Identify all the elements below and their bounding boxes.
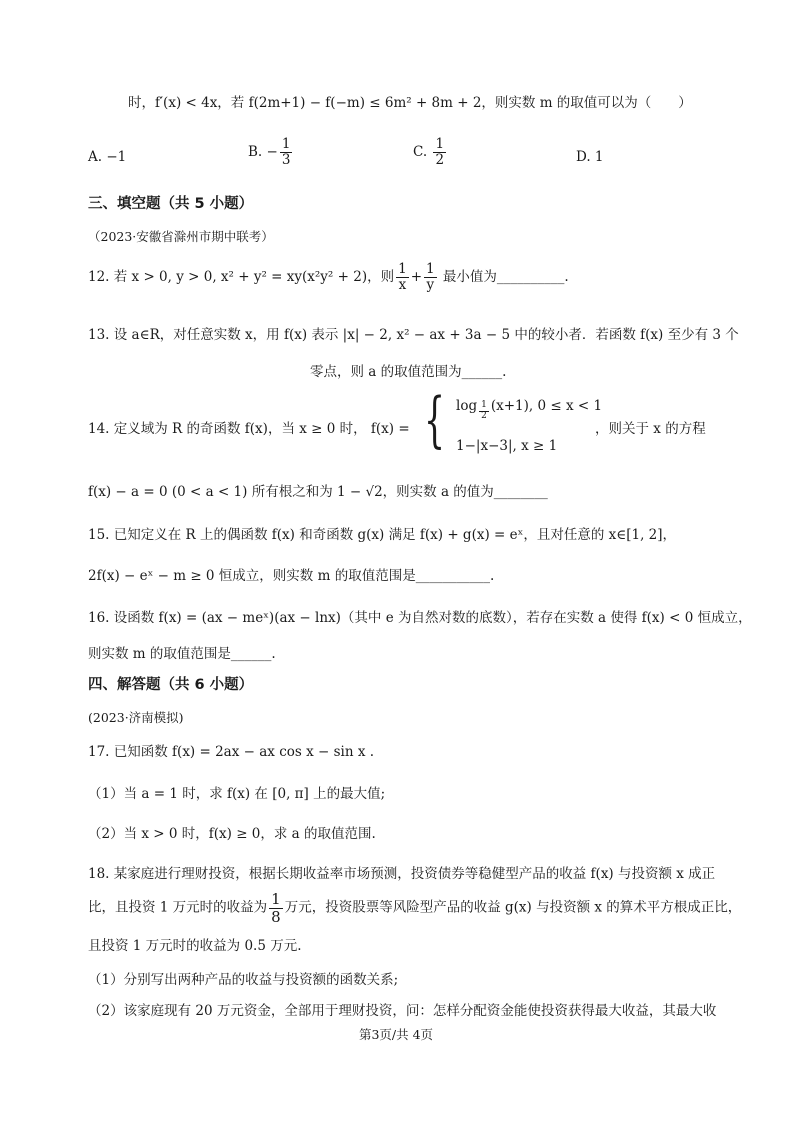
q18-line-2-before: 比，且投资 1 万元时的收益为	[88, 899, 268, 916]
q18-line-3: 且投资 1 万元时的收益为 0.5 万元.	[88, 938, 302, 954]
q12-fraction-1	[396, 262, 409, 293]
fraction-numerator: 1	[398, 261, 407, 277]
q18-line-2-after: 万元，投资股票等风险型产品的收益 g(x) 与投资额 x 的算术平方根成正比，	[284, 899, 742, 916]
q17-stem: 17. 已知函数 f(x) = 2ax − ax cos x − sin x .	[88, 744, 375, 760]
q14-stem: 14. 定义域为 R 的奇函数 f(x)，当 x ≥ 0 时， f(x) =	[88, 421, 410, 437]
fraction-denominator: y	[426, 276, 435, 293]
q13-line-2: 零点，则 a 的取值范围为______.	[310, 364, 507, 380]
q11-option-a: A. −1	[88, 149, 127, 165]
q15-line-1: 15. 已知定义在 R 上的偶函数 f(x) 和奇函数 g(x) 满足 f(x) + g(x) = eˣ，且对任意的 x∈[1, 2]，	[88, 527, 677, 543]
q15-line-2: 2f(x) − eˣ − m ≥ 0 恒成立，则实数 m 的取值范围是___________.	[88, 568, 495, 584]
log-base-fraction	[479, 401, 489, 422]
section4-heading: 四、解答题（共 6 小题）	[88, 677, 254, 693]
option-b-prefix: B. −	[248, 143, 278, 160]
fraction-numerator: 1	[481, 399, 487, 410]
fraction-numerator: 1	[271, 890, 281, 908]
q18-part-2: （2）该家庭现有 20 万元资金，全部用于理财投资，问：怎样分配资金能使投资获得最大收益，其最大收	[88, 1003, 717, 1019]
section4-source: (2023·济南模拟)	[88, 710, 184, 725]
q18-line-1: 18. 某家庭进行理财投资，根据长期收益率市场预测，投资债券等稳健型产品的收益 f(x) 与投资额 x 成正	[88, 866, 716, 882]
q11-stem-tail: 时，f′(x) < 4x，若 f(2m+1) − f(−m) ≤ 6m² + 8m + 2，则实数 m 的取值可以为（ ）	[128, 95, 692, 111]
plus-sign: +	[410, 268, 423, 285]
section3-heading: 三、填空题（共 5 小题）	[88, 196, 254, 212]
q14-line-2: f(x) − a = 0 (0 < a < 1) 所有根之和为 1 − √2，则实数 a 的值为________	[88, 484, 548, 500]
q17-part-2: （2）当 x > 0 时，f(x) ≥ 0，求 a 的取值范围.	[88, 826, 376, 842]
option-b-fraction	[280, 137, 293, 168]
fraction-denominator: 2	[435, 151, 445, 168]
q12-fraction-2	[424, 262, 437, 293]
q11-option-d: D. 1	[576, 149, 604, 165]
q13-line-1: 13. 设 a∈R，对任意实数 x，用 f(x) 表示 |x| − 2, x² − ax + 3a − 5 中的较小者．若函数 f(x) 至少有 3 个	[88, 327, 739, 343]
fraction-denominator: 3	[281, 151, 291, 168]
q14-case-1	[456, 398, 602, 422]
q18-fraction	[269, 891, 283, 925]
option-c-prefix: C.	[413, 143, 432, 160]
q17-part-1: （1）当 a = 1 时，求 f(x) 在 [0, π] 上的最大值;	[88, 786, 386, 802]
q16-line-1: 16. 设函数 f(x) = (ax − meˣ)(ax − lnx)（其中 e 为自然对数的底数），若存在实数 a 使得 f(x) < 0 恒成立，	[88, 610, 752, 626]
q18-line-2	[88, 891, 741, 925]
q11-option-c	[413, 137, 448, 168]
fraction-numerator: 1	[281, 136, 291, 152]
q14-case-2: 1−|x−3|, x ≥ 1	[456, 438, 558, 454]
option-c-fraction	[433, 137, 446, 168]
case-1-rest: (x+1), 0 ≤ x < 1	[490, 398, 603, 414]
section3-source: （2023·安徽省滁州市期中联考）	[88, 229, 274, 244]
fraction-denominator: 8	[271, 907, 281, 926]
q12-stem: 12. 若 x > 0, y > 0, x² + y² = xy(x²y² + 2)，则	[88, 268, 395, 285]
page-number: 第3页/共 4页	[358, 1027, 434, 1042]
q16-line-2: 则实数 m 的取值范围是______.	[88, 646, 276, 662]
log-label: log	[456, 398, 478, 414]
piecewise-brace: {	[424, 385, 446, 455]
fraction-numerator: 1	[426, 261, 435, 277]
fraction-denominator: x	[398, 276, 407, 293]
q11-option-b	[248, 137, 294, 168]
q14-stem-after: ，则关于 x 的方程	[595, 421, 706, 437]
q12	[88, 262, 569, 293]
q12-blank: 最小值为__________.	[438, 268, 569, 285]
fraction-numerator: 1	[435, 136, 445, 152]
fraction-denominator: 2	[481, 410, 487, 421]
q18-part-1: （1）分别写出两种产品的收益与投资额的函数关系;	[88, 972, 399, 988]
